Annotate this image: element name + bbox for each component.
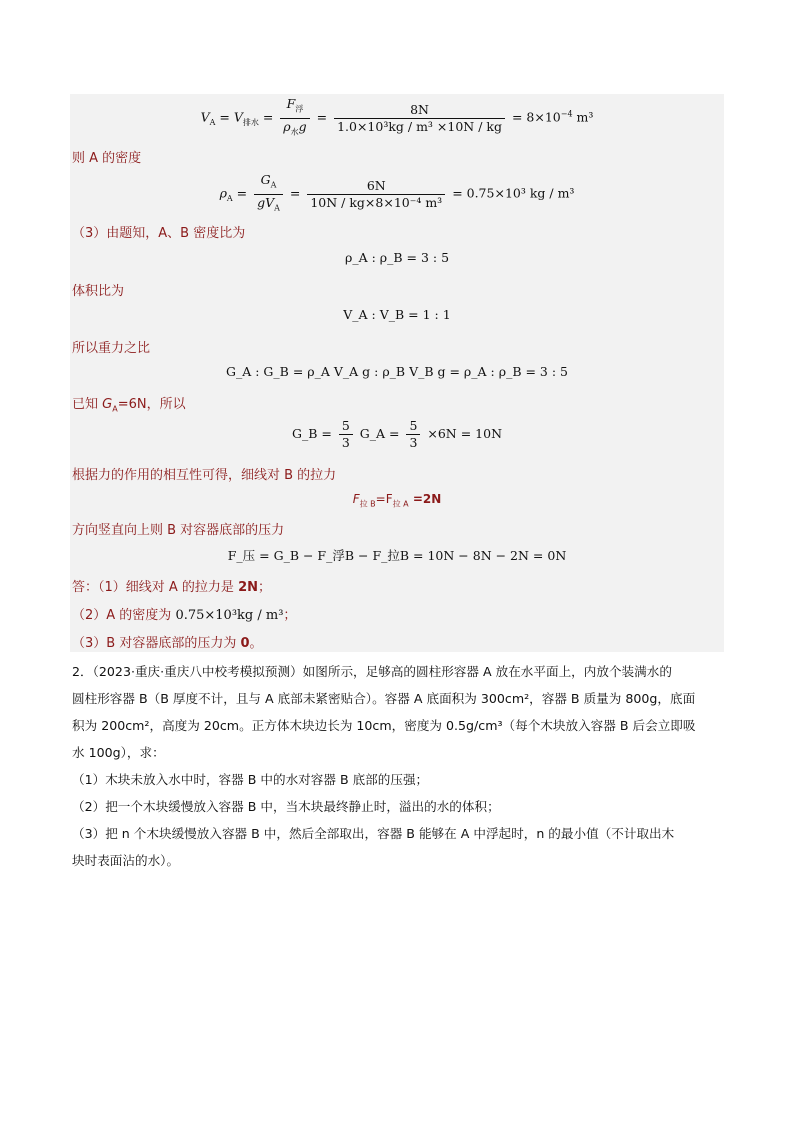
text-volume-ratio: 体积比为 xyxy=(72,284,125,299)
equation-gb: G_B = $\frac{5}{3}$ G_A = $\frac{5}{3}$ ×6N = 10N xyxy=(291,418,503,450)
problem-2-line-1: 2．（2023·重庆·重庆八中校考模拟预测）如图所示，足够高的圆柱形容器 A 放在水平面上，内放个装满水的 xyxy=(72,664,672,679)
equation-density-ratio: ρ_A : ρ_B = 3 : 5 xyxy=(344,250,450,265)
problem-2-line-4: 水 100g），求： xyxy=(72,745,165,760)
question-2: （2）把一个木块缓慢放入容器 B 中，当木块最终静止时，溢出的水的体积； xyxy=(72,799,500,814)
problem-2-line-3: 积为 200cm²，高度为 20cm。正方体木块边长为 10cm，密度为 0.5g/cm³（每个木块放入容器 B 后会立即吸 xyxy=(72,718,696,733)
question-3: （3）把 n 个木块缓慢放入容器 B 中，然后全部取出，容器 B 能够在 A 中浮起时，n 的最小值（不计取出木 xyxy=(72,826,675,841)
text-known-ga: 已知 $G_A=6N$，所以 xyxy=(72,397,186,414)
text-pressure-force: 方向竖直向上则 B 对容器底部的压力 xyxy=(72,523,285,538)
question-1: （1）木块未放入水中时，容器 B 中的水对容器 B 底部的压强； xyxy=(72,772,429,787)
question-3-cont: 块时表面沾的水）。 xyxy=(72,853,180,868)
answer-3: （3）B 对容器底部的压力为 0。 xyxy=(72,636,263,651)
equation-density-a: $\rho_A$ = $\frac{G_A}{gV_A}$ = $\frac{6N}{\text{10N / kg×8×10⁻⁴ m³}}$ = 0.75×10³ kg / m³ xyxy=(219,172,575,212)
equation-volume-ratio: V_A : V_B = 1 : 1 xyxy=(343,307,451,322)
equation-gravity-ratio: G_A : G_B = ρ_A V_A g : ρ_B V_B g = ρ_A : ρ_B = 3 : 5 xyxy=(226,364,568,379)
answer-1: 答：（1）细线对 A 的拉力是 2N； xyxy=(72,580,272,595)
equation-pressure-force: F_压 = G_B − F_浮B − F_拉B = 10N − 8N − 2N = 0N xyxy=(227,548,567,563)
text-mutual-force: 根据力的作用的相互性可得，细线对 B 的拉力 xyxy=(72,468,337,483)
equation-volume-a: $V_A = V_{排水}$ = $\frac{F_浮}{\rho_水g}$ = $\frac{8N}{\text{1.0×10³kg / m³ ×10N / kg}}$ = $8\times 10^{-4}$ m³ xyxy=(200,96,594,136)
answer-2: （2）A 的密度为 0.75×10³kg / m³； xyxy=(72,608,297,623)
text-gravity-ratio: 所以重力之比 xyxy=(72,341,151,356)
text-density-ratio: （3）由题知，A、B 密度比为 xyxy=(72,226,246,241)
problem-2-line-2: 圆柱形容器 B（B 厚度不计，且与 A 底部未紧密贴合）。容器 A 底面积为 300cm²，容器 B 质量为 800g，底面 xyxy=(72,691,696,706)
equation-tension: $F_{拉 B}=F_{拉 A} =2N$ xyxy=(352,492,442,509)
text-density-a: 则 A 的密度 xyxy=(72,151,142,166)
